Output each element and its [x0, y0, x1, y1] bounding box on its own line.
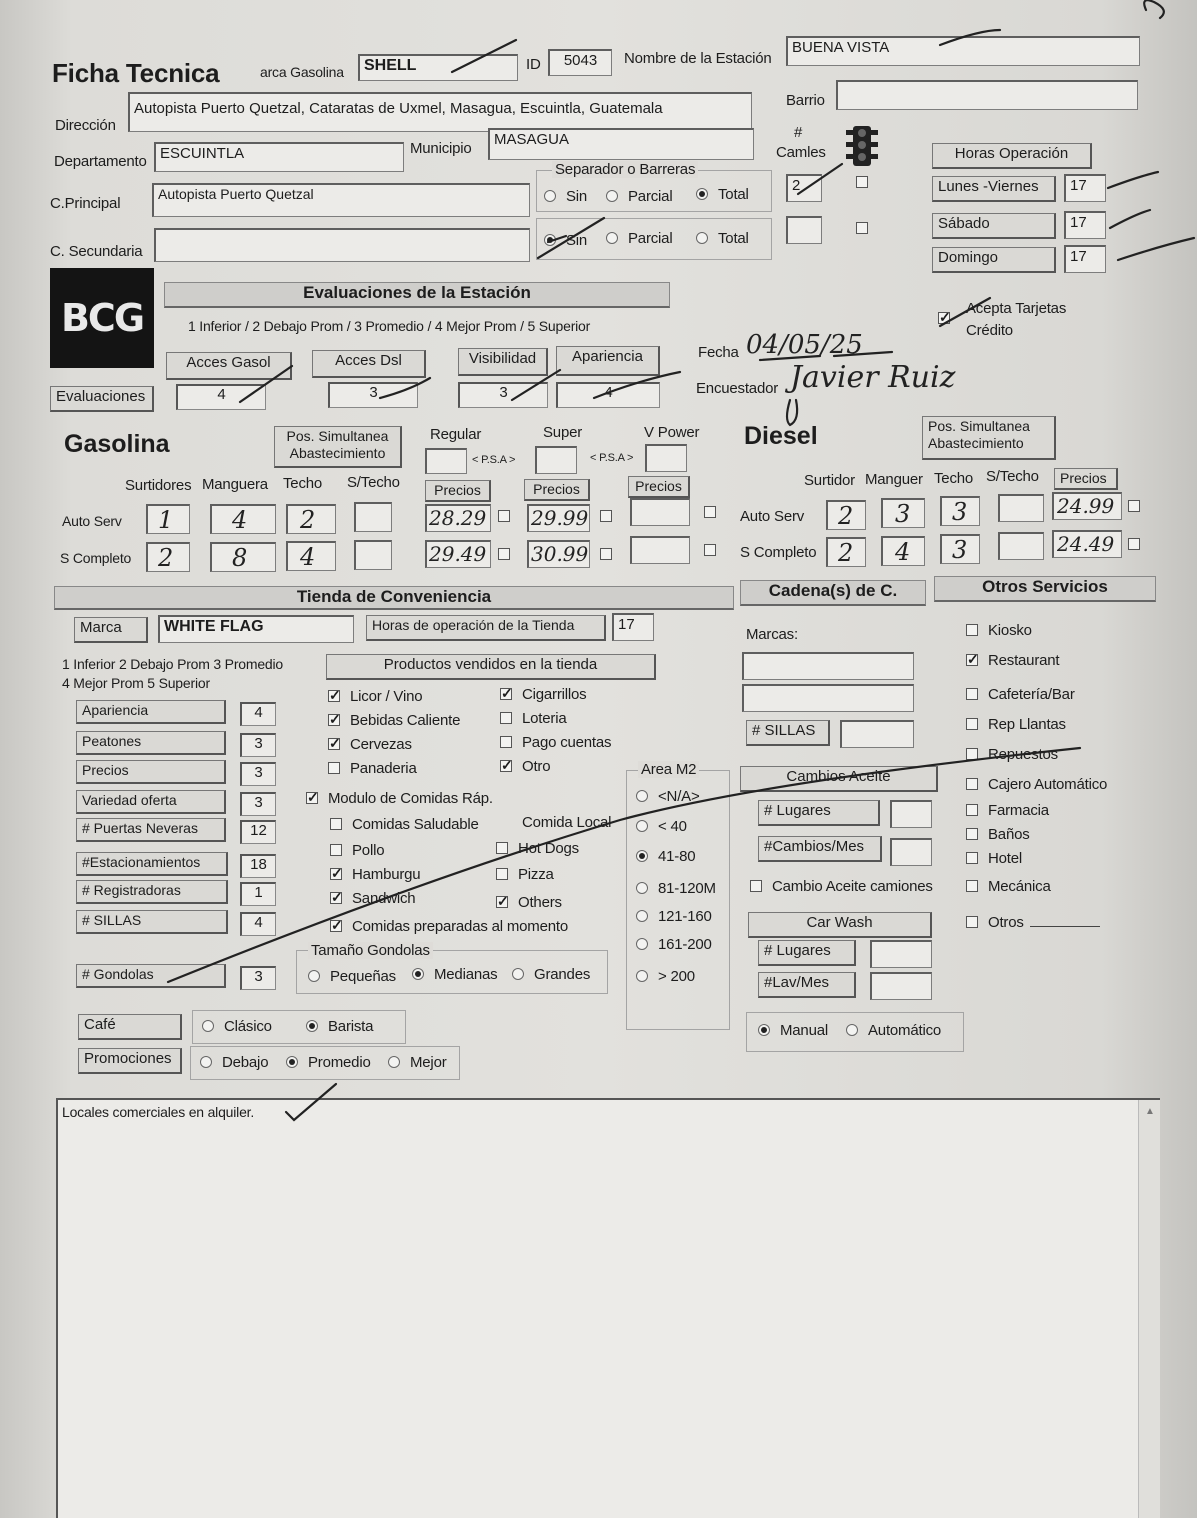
departamento-label: Departamento	[54, 153, 147, 170]
cadena-sillas-field[interactable]	[840, 720, 914, 748]
barrio-label: Barrio	[786, 92, 825, 109]
tienda-title: Tienda de Conveniencia	[54, 586, 734, 610]
municipio-field[interactable]: MASAGUA	[488, 128, 754, 160]
diesel-stecho-header: S/Techo	[986, 468, 1039, 485]
departamento-field[interactable]: ESCUINTLA	[154, 142, 404, 172]
separador-secundaria-total[interactable]: Total	[696, 230, 749, 247]
diesel-comp-precio[interactable]: 24.49	[1052, 530, 1122, 558]
gas-comp-super-checkbox[interactable]	[600, 546, 622, 563]
radio-selected-icon	[544, 234, 556, 246]
gas-auto-manguera[interactable]: 4	[210, 504, 276, 534]
otros-servicio-checkbox[interactable]: Kiosko	[966, 622, 1032, 639]
separador-secundaria-sin[interactable]: Sin	[544, 232, 587, 249]
gas-comp-vpower-checkbox[interactable]	[704, 542, 726, 559]
lav-mes-field[interactable]	[870, 972, 932, 1000]
evaluaciones-title: Evaluaciones de la Estación	[164, 282, 670, 308]
comida-local-label: Comida Local	[522, 814, 612, 831]
gas-comp-stecho[interactable]	[354, 540, 392, 570]
id-label: ID	[526, 56, 541, 73]
cadena-title: Cadena(s) de C.	[740, 580, 926, 606]
tienda-metric-label: # Puertas Neveras	[76, 818, 226, 842]
promo-promedio-radio[interactable]: Promedio	[286, 1054, 371, 1071]
surtidores-header: Surtidores	[125, 477, 192, 494]
otros-servicio-checkbox[interactable]: Baños	[966, 826, 1030, 843]
diesel-auto-stecho[interactable]	[998, 494, 1044, 522]
semaforo-secundaria-checkbox[interactable]	[856, 220, 878, 237]
gas-comp-manguera[interactable]: 8	[210, 542, 276, 572]
otros-servicio-checkbox[interactable]: Otros	[966, 914, 1100, 931]
comida-checkbox[interactable]: ✓Sandwich	[330, 890, 415, 907]
cambios-aceite-title: Cambios Aceite	[740, 766, 938, 792]
cadena-sillas-label: # SILLAS	[746, 720, 830, 746]
camiones-label: Camles	[776, 144, 826, 161]
gondola-grandes-radio[interactable]: Grandes	[512, 966, 590, 983]
psa-vpower-field[interactable]	[645, 444, 687, 472]
diesel-auto-precio[interactable]: 24.99	[1052, 492, 1122, 520]
calle-secundaria-field[interactable]	[154, 228, 530, 262]
otros-servicio-checkbox[interactable]: Cafetería/Bar	[966, 686, 1075, 703]
cambios-mes-field[interactable]	[890, 838, 932, 866]
super-label: Super	[543, 424, 583, 441]
otros-servicio-checkbox[interactable]: ✓Restaurant	[966, 652, 1059, 669]
tienda-horas-field[interactable]: 17	[612, 613, 654, 641]
gas-comp-techo[interactable]: 4	[286, 541, 336, 571]
diesel-techo-header: Techo	[934, 470, 974, 487]
separador-secundaria-parcial[interactable]: Parcial	[606, 230, 672, 247]
comida-checkbox[interactable]: Hot Dogs	[496, 840, 579, 857]
vpower-label: V Power	[644, 424, 700, 441]
producto-checkbox[interactable]: Pago cuentas	[500, 734, 611, 751]
diesel-pos-simultanea: Pos. Simultanea Abastecimiento	[922, 416, 1056, 460]
radio-selected-icon	[696, 188, 708, 200]
cadena-marca-1[interactable]	[742, 652, 914, 680]
comida-checkbox[interactable]: Comidas Saludable	[330, 816, 479, 833]
carwash-automatico-radio[interactable]: Automático	[846, 1022, 941, 1039]
tienda-metric-field[interactable]: 4	[240, 702, 276, 726]
bcg-logo: BCG	[50, 268, 154, 368]
carwash-manual-radio[interactable]: Manual	[758, 1022, 828, 1039]
area-group	[626, 770, 730, 1030]
gas-auto-regular-checkbox[interactable]	[498, 508, 520, 525]
camiones-hash: #	[794, 124, 803, 141]
tienda-metric-label: # Gondolas	[76, 964, 226, 988]
cambios-mes-label: #Cambios/Mes	[758, 836, 882, 862]
lunes-viernes-field[interactable]: 17	[1064, 174, 1106, 202]
tienda-metric-field[interactable]: 3	[240, 966, 276, 990]
otros-servicio-checkbox[interactable]: Mecánica	[966, 878, 1051, 895]
regular-label: Regular	[430, 426, 482, 443]
marca-gasolina-label: arca Gasolina	[260, 64, 344, 80]
area-option-radio[interactable]: 121-160	[636, 908, 712, 925]
horas-operacion-title: Horas Operación	[932, 143, 1092, 169]
tienda-metric-label: #Estacionamientos	[76, 852, 228, 876]
tamano-gondolas-label: Tamaño Gondolas	[308, 942, 433, 959]
notes-text: Locales comerciales en alquiler.	[62, 1104, 255, 1120]
area-option-radio[interactable]: 41-80	[636, 848, 695, 865]
cadena-marca-2[interactable]	[742, 684, 914, 712]
acces-dsl-field[interactable]: 3	[328, 382, 418, 408]
tienda-marca-field[interactable]: WHITE FLAG	[158, 615, 354, 643]
area-option-radio[interactable]: <N/A>	[636, 788, 700, 805]
diesel-precios-header: Precios	[1054, 468, 1118, 490]
tienda-metric-label: Peatones	[76, 731, 226, 755]
comida-checkbox[interactable]: ✓Comidas preparadas al momento	[330, 918, 568, 935]
acepta-tarjetas-checkbox[interactable]	[938, 310, 960, 327]
diesel-auto-manguer[interactable]: 3	[881, 498, 925, 528]
gas-auto-surtidores[interactable]: 1	[146, 504, 190, 534]
otros-servicio-checkbox[interactable]: Repuestos	[966, 746, 1058, 763]
gas-auto-precio-regular[interactable]: 28.29	[425, 504, 491, 532]
diesel-comp-manguer[interactable]: 4	[881, 536, 925, 566]
diesel-comp-stecho[interactable]	[998, 532, 1044, 560]
gas-auto-stecho[interactable]	[354, 502, 392, 532]
cafe-barista-radio[interactable]: Barista	[306, 1018, 373, 1035]
psa-label-2: < P.S.A >	[590, 452, 634, 464]
tienda-metric-field[interactable]: 3	[240, 762, 276, 786]
comida-checkbox[interactable]: Pizza	[496, 866, 554, 883]
diesel-auto-serv-label: Auto Serv	[740, 508, 805, 525]
cafe-label: Café	[78, 1014, 182, 1040]
aceite-lugares-field[interactable]	[890, 800, 932, 828]
separador-principal-parcial[interactable]: Parcial	[606, 188, 672, 205]
producto-checkbox[interactable]: ✓Licor / Vino	[328, 688, 422, 705]
fecha-value[interactable]: 04/05/25	[746, 330, 863, 360]
producto-checkbox[interactable]: Loteria	[500, 710, 566, 727]
domingo-label: Domingo	[932, 247, 1056, 273]
area-option-radio[interactable]: > 200	[636, 968, 695, 985]
encuestador-signature[interactable]: Javier Ruiz	[790, 360, 956, 395]
area-option-radio[interactable]: < 40	[636, 818, 687, 835]
lunes-viernes-label: Lunes -Viernes	[932, 176, 1056, 202]
tienda-metric-field[interactable]: 12	[240, 820, 276, 844]
tienda-metric-label: Precios	[76, 760, 226, 784]
apariencia-field[interactable]: 4	[556, 382, 660, 408]
radio-icon	[606, 232, 618, 244]
scroll-up-icon[interactable]: ▲	[1145, 1106, 1155, 1117]
encuestador-label: Encuestador	[696, 380, 779, 397]
gondola-medianas-radio[interactable]: Medianas	[412, 966, 497, 983]
gas-s-completo-label: S Completo	[60, 550, 132, 566]
diesel-auto-checkbox[interactable]	[1128, 498, 1150, 515]
radio-icon	[696, 232, 708, 244]
producto-checkbox[interactable]: ✓Cervezas	[328, 736, 412, 753]
fecha-label: Fecha	[698, 344, 739, 361]
producto-checkbox[interactable]: ✓Bebidas Caliente	[328, 712, 460, 729]
notes-textarea[interactable]	[56, 1098, 1160, 1518]
lav-mes-label: #Lav/Mes	[758, 972, 856, 998]
gas-auto-precio-super[interactable]: 29.99	[527, 504, 590, 532]
semaforo-principal-checkbox[interactable]	[856, 174, 878, 191]
radio-icon	[544, 190, 556, 202]
diesel-surtidor-header: Surtidor	[804, 472, 855, 489]
separador-label: Separador o Barreras	[552, 161, 698, 178]
productos-title: Productos vendidos en la tienda	[326, 654, 656, 680]
tienda-scale-2: 4 Mejor Prom 5 Superior	[62, 675, 210, 691]
tienda-metric-field[interactable]: 3	[240, 792, 276, 816]
tienda-metric-field[interactable]: 1	[240, 882, 276, 906]
producto-checkbox[interactable]: ✓ Otro	[500, 758, 550, 775]
camiones-principal-field[interactable]: 2	[786, 174, 822, 202]
page-title: Ficha Tecnica	[52, 58, 220, 88]
area-option-radio[interactable]: 81-120M	[636, 880, 716, 897]
tienda-metric-label: Variedad oferta	[76, 790, 226, 814]
sabado-label: Sábado	[932, 213, 1056, 239]
evaluaciones-scale: 1 Inferior / 2 Debajo Prom / 3 Promedio / 4 Mejor Prom / 5 Superior	[188, 318, 591, 334]
nombre-estacion-field[interactable]: BUENA VISTA	[786, 36, 1140, 66]
diesel-comp-checkbox[interactable]	[1128, 536, 1150, 553]
comida-checkbox[interactable]: Pollo	[330, 842, 384, 859]
gas-comp-precio-vpower[interactable]	[630, 536, 690, 564]
diesel-title: Diesel	[744, 422, 818, 450]
sabado-field[interactable]: 17	[1064, 211, 1106, 239]
gas-comp-surtidores[interactable]: 2	[146, 542, 190, 572]
promociones-label: Promociones	[78, 1048, 182, 1074]
modulo-comidas-checkbox[interactable]: ✓Modulo de Comidas Ráp.	[306, 790, 493, 807]
diesel-auto-techo[interactable]: 3	[940, 496, 980, 526]
diesel-comp-techo[interactable]: 3	[940, 534, 980, 564]
camiones-secundaria-field[interactable]	[786, 216, 822, 244]
gas-comp-precio-super[interactable]: 30.99	[527, 540, 590, 568]
producto-checkbox[interactable]: ✓ Cigarrillos	[500, 686, 586, 703]
calle-principal-field[interactable]: Autopista Puerto Quetzal	[152, 183, 530, 217]
precio-vpower-header: Precios	[628, 476, 690, 498]
calle-principal-label: C.Principal	[50, 195, 121, 212]
acces-gasol-field[interactable]: 4	[176, 384, 266, 410]
marcas-label: Marcas:	[746, 626, 798, 643]
cafe-clasico-radio[interactable]: Clásico	[202, 1018, 272, 1035]
carwash-lugares-label: # Lugares	[758, 940, 856, 966]
tienda-metric-field[interactable]: 3	[240, 733, 276, 757]
nombre-estacion-label: Nombre de la Estación	[624, 50, 772, 67]
diesel-comp-surtidor[interactable]: 2	[826, 537, 866, 567]
domingo-field[interactable]: 17	[1064, 245, 1106, 273]
carwash-lugares-field[interactable]	[870, 940, 932, 968]
acepta-tarjetas-label: Acepta Tarjetas	[966, 300, 1067, 317]
barrio-field[interactable]	[836, 80, 1138, 110]
id-field[interactable]: 5043	[548, 49, 612, 76]
techo-header: Techo	[283, 475, 323, 492]
comida-checkbox[interactable]: ✓Hamburgu	[330, 866, 420, 883]
otros-servicio-checkbox[interactable]: Farmacia	[966, 802, 1049, 819]
area-option-radio[interactable]: 161-200	[636, 936, 712, 953]
diesel-s-completo-label: S Completo	[740, 544, 817, 561]
tienda-metric-field[interactable]: 4	[240, 912, 276, 936]
area-title: Area M2	[638, 761, 699, 778]
stecho-header: S/Techo	[347, 474, 400, 491]
precio-super-header: Precios	[524, 479, 590, 501]
diesel-manguer-header: Manguer	[865, 471, 923, 488]
psa-regular-field[interactable]	[425, 448, 467, 474]
tienda-metric-label: Apariencia	[76, 700, 226, 724]
tienda-metric-field[interactable]: 18	[240, 854, 276, 878]
comida-checkbox[interactable]: ✓ Others	[496, 894, 562, 911]
gas-auto-vpower-checkbox[interactable]	[704, 504, 726, 521]
acces-gasol-label: Acces Gasol	[166, 352, 292, 380]
gas-auto-precio-vpower[interactable]	[630, 498, 690, 526]
visibilidad-label: Visibilidad	[458, 348, 548, 376]
municipio-label: Municipio	[410, 140, 472, 157]
radio-icon	[606, 190, 618, 202]
tienda-metric-label: # SILLAS	[76, 910, 228, 934]
promo-debajo-radio[interactable]: Debajo	[200, 1054, 268, 1071]
marca-gasolina-field[interactable]: SHELL	[358, 54, 518, 81]
manguera-header: Manguera	[202, 476, 268, 493]
gas-auto-techo[interactable]: 2	[286, 504, 336, 534]
aceite-lugares-label: # Lugares	[758, 800, 880, 826]
psa-super-field[interactable]	[535, 446, 577, 474]
direccion-label: Dirección	[55, 117, 116, 134]
otros-servicios-title: Otros Servicios	[934, 576, 1156, 602]
tienda-horas-label: Horas de operación de la Tienda	[366, 615, 606, 641]
producto-checkbox[interactable]: Panaderia	[328, 760, 417, 777]
apariencia-label: Apariencia	[556, 346, 660, 376]
gondola-pequenas-radio[interactable]: Pequeñas	[308, 968, 396, 985]
notes-scrollbar[interactable]	[1138, 1100, 1160, 1518]
traffic-light-icon	[846, 126, 878, 166]
tienda-metric-label: # Registradoras	[76, 880, 228, 904]
direccion-field[interactable]: Autopista Puerto Quetzal, Cataratas de Uxmel, Masagua, Escuintla, Guatemala	[128, 92, 752, 132]
credito-label: Crédito	[966, 322, 1013, 339]
otros-servicio-checkbox[interactable]: Cajero Automático	[966, 776, 1107, 793]
evaluaciones-button[interactable]: Evaluaciones	[50, 386, 154, 412]
visibilidad-field[interactable]: 3	[458, 382, 548, 408]
precio-regular-header: Precios	[425, 480, 491, 502]
gasolina-pos-simultanea: Pos. Simultanea Abastecimiento	[274, 426, 402, 468]
separador-principal-sin[interactable]: Sin	[544, 188, 587, 205]
otros-servicio-checkbox[interactable]: Rep Llantas	[966, 716, 1066, 733]
otros-servicio-checkbox[interactable]: Hotel	[966, 850, 1022, 867]
acces-dsl-label: Acces Dsl	[312, 350, 426, 378]
diesel-auto-surtidor[interactable]: 2	[826, 500, 866, 530]
tienda-scale-1: 1 Inferior 2 Debajo Prom 3 Promedio	[62, 656, 283, 672]
car-wash-title: Car Wash	[748, 912, 932, 938]
calle-secundaria-label: C. Secundaria	[50, 243, 143, 260]
aceite-camiones-checkbox[interactable]: Cambio Aceite camiones	[750, 878, 933, 895]
gas-auto-serv-label: Auto Serv	[62, 513, 122, 529]
gasolina-title: Gasolina	[64, 430, 170, 458]
gas-comp-precio-regular[interactable]: 29.49	[425, 540, 491, 568]
tienda-marca-label: Marca	[74, 617, 148, 643]
gas-comp-regular-checkbox[interactable]	[498, 546, 520, 563]
separador-principal-total[interactable]: Total	[696, 186, 749, 203]
promo-mejor-radio[interactable]: Mejor	[388, 1054, 447, 1071]
gas-auto-super-checkbox[interactable]	[600, 508, 622, 525]
psa-label-1: < P.S.A >	[472, 454, 516, 466]
